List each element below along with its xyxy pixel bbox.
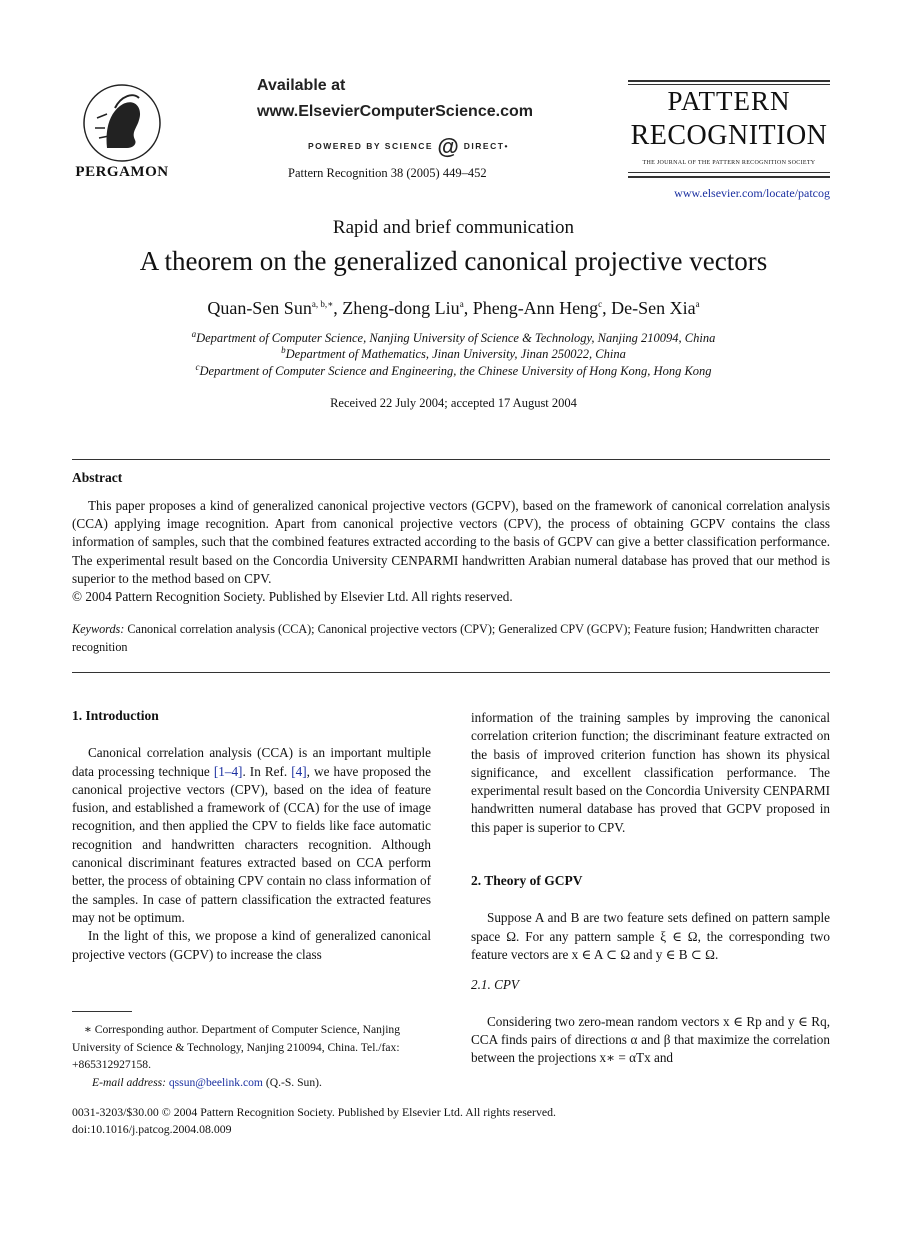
theory-paragraph-1: Suppose A and B are two feature sets defined on pattern sample space Ω. For any pattern sample ξ ∈ Ω, the corresponding two feature vectors are x ∈ A ⊂ Ω and y ∈ B ⊂ Ω. (471, 910, 830, 962)
intro-text: Canonical correlation analysis (CCA) is an important multiple data processing technique (72, 745, 431, 779)
masthead-rule-bottom2 (628, 176, 830, 178)
article-title: A theorem on the generalized canonical projective vectors (139, 246, 768, 276)
intro-text: , we have proposed the canonical projective vectors (CPV), based on the idea of feature fusion, and established a framework of (CCA) for the use of image recognition, and then applied the CPV to fields like face automatic recognition and handwritten characters recognition. Although canonical discriminant features extracted based on CCA perform better, the process of obtaining CPV contain no class information of the samples. In case of pattern classification the extracted features may not be optimum. (72, 763, 431, 925)
intro-paragraph-2: In the light of this, we propose a kind of generalized canonical projective vectors (GCPV) to increase the class (72, 928, 431, 962)
author-1-sup: a, b,∗ (311, 299, 334, 309)
keywords-label: Keywords: (72, 622, 125, 636)
footnote-text: ∗ Corresponding author. Department of Computer Science, Nanjing University of Science & Technology, Nanjing 210094, China. Tel./fax: +865312927158. (72, 1023, 401, 1071)
abstract-text: This paper proposes a kind of generalized canonical projective vectors (GCPV), based on the framework of canonical correlation analysis (CCA) applying image recognition. Apart from canonical projective vectors (CPV), the process of obtaining GCPV contains the class information of samples, such that the combined features extracted according to the basis of GCPV can give a better classification performance. The experimental result based on the Concordia University CENPARMI handwritten Arabian numeral database has proved that our method is superior to the method based on CPV. (72, 498, 830, 586)
powered-by: POWERED BY SCIENCE @ DIRECT• (308, 134, 509, 159)
received-dates: Received 22 July 2004; accepted 17 August 2004 (330, 396, 577, 410)
affiliation-c (0, 361, 907, 379)
masthead-rule-top (628, 80, 830, 82)
affil-text: Department of Computer Science and Engineering, the Chinese University of Hong Kong, Hong Kong (199, 364, 712, 378)
affil-sup: b (281, 344, 286, 355)
site-bold: www.Elsevier (257, 103, 360, 120)
journal-title-line2: RECOGNITION (630, 120, 828, 151)
author-2: Zheng-dong Liu (342, 298, 460, 318)
subsection-heading: 2.1. CPV (471, 977, 519, 993)
ref-link-4[interactable]: [4] (291, 763, 307, 779)
footer-issn: 0031-3203/$30.00 © 2004 Pattern Recognition Society. Published by Elsevier Ltd. All rights reserved. (72, 1105, 556, 1119)
masthead-rule-bottom (628, 172, 830, 173)
intro-paragraph-1 (72, 744, 431, 927)
journal-url[interactable]: www.elsevier.com/locate/patcog (674, 186, 830, 200)
powered-by-text: POWERED BY SCIENCE (308, 141, 434, 151)
email-label: E-mail address: (92, 1075, 166, 1089)
journal-citation: Pattern Recognition 38 (2005) 449–452 (288, 166, 487, 180)
affiliation-a (0, 328, 907, 346)
affil-sup: a (191, 328, 197, 339)
footnote-email (72, 1074, 422, 1092)
footnote-rule (72, 1011, 132, 1012)
author-1: Quan-Sen Sun (207, 298, 312, 318)
footer-doi: doi:10.1016/j.patcog.2004.08.009 (72, 1122, 232, 1136)
author-sep: , (602, 298, 612, 318)
intro-paragraph-3: information of the training samples by improving the canonical correlation criterion function; the discriminant feature extracted on the basis of improved criterion function has shown its physical significance, and excellent classification performance. The experimental result based on the Concordia University CENPARMI handwritten numeral database has proved that GCPV proposed in this paper is superior to CPV. (471, 710, 830, 835)
journal-subtitle: THE JOURNAL OF THE PATTERN RECOGNITION SOCIETY (642, 160, 816, 166)
email-suffix: (Q.-S. Sun). (262, 1075, 322, 1089)
article-type: Rapid and brief communication (332, 217, 575, 238)
footnote (72, 1021, 422, 1091)
abstract-heading: Abstract (72, 470, 123, 485)
science-direct-site[interactable] (257, 103, 533, 121)
science-direct-icon: @ (436, 134, 460, 159)
author-3-sup: c (598, 299, 603, 309)
author-4-sup: a (695, 299, 700, 309)
theory-heading: 2. Theory of GCPV (471, 873, 583, 889)
theory-paragraph-2: Considering two zero-mean random vectors x ∈ Rp and y ∈ Rq, CCA finds pairs of directions α and β that maximize the correlation between the projections x∗ = αTx and (471, 1013, 830, 1066)
keywords (72, 620, 830, 656)
available-at: Available at (257, 77, 346, 94)
masthead-rule-top2 (628, 84, 830, 85)
author-4: De-Sen Xia (611, 298, 696, 318)
abstract-copyright: © 2004 Pattern Recognition Society. Published by Elsevier Ltd. All rights reserved. (72, 589, 513, 605)
direct-text: DIRECT (463, 141, 505, 151)
author-sep: , (463, 298, 473, 318)
abstract-body (72, 497, 830, 606)
pergamon-emblem-icon (77, 78, 167, 168)
affil-text: Department of Mathematics, Jinan University, Jinan 250022, China (285, 347, 626, 361)
right-column (471, 709, 830, 1067)
abstract-rule-bottom (72, 672, 830, 673)
pergamon-logo (72, 78, 172, 186)
affil-sup: c (195, 361, 200, 372)
author-3: Pheng-Ann Heng (472, 298, 599, 318)
author-sep: , (333, 298, 343, 318)
intro-text: . In Ref. (242, 763, 292, 779)
journal-title-line1: PATTERN (667, 86, 791, 116)
ref-link-1-4[interactable]: [1–4] (213, 763, 243, 779)
site-rest: ComputerScience.com (359, 103, 533, 120)
intro-heading: 1. Introduction (72, 708, 159, 723)
left-column (72, 707, 431, 964)
abstract-rule-top (72, 459, 830, 460)
affil-text: Department of Computer Science, Nanjing University of Science & Technology, Nanjing 210094, China (196, 331, 716, 345)
email-link[interactable]: qssun@beelink.com (168, 1075, 263, 1089)
author-2-sup: a (459, 299, 464, 309)
keywords-text: Canonical correlation analysis (CCA); Canonical projective vectors (CPV); Generalized CPV (GCPV); Feature fusion; Handwritten character recognition (72, 622, 819, 654)
authors (0, 298, 907, 319)
affiliation-b (0, 344, 907, 362)
publisher-logo-text: PERGAMON (75, 164, 169, 180)
